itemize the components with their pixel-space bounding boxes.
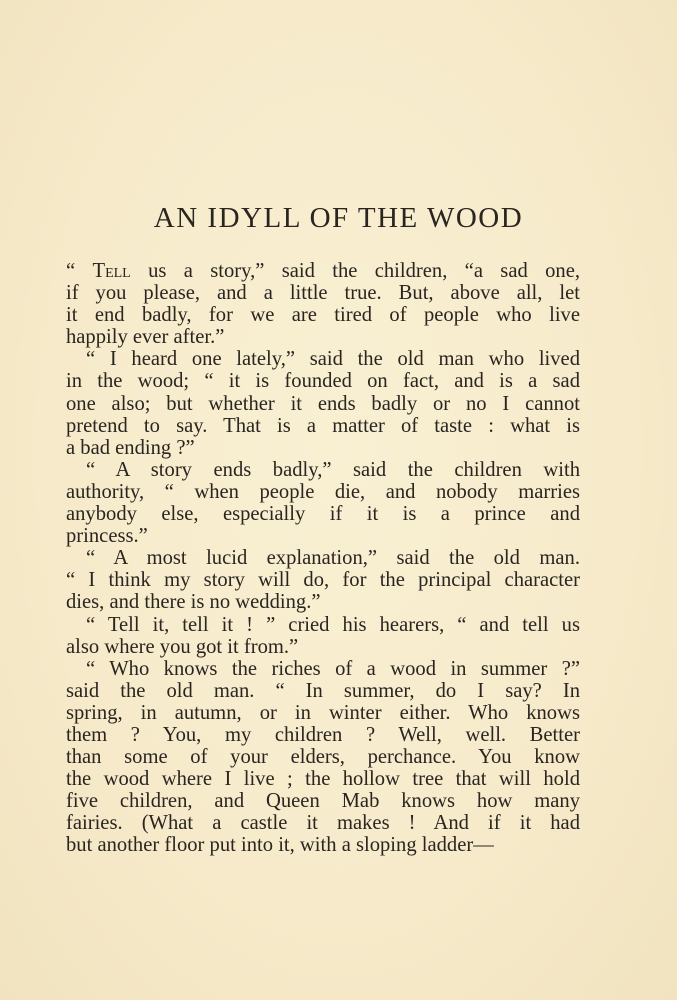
text-line: dies, and there is no wedding.” bbox=[66, 591, 321, 614]
text-line: in the wood; “ it is founded on fact, and is a sad bbox=[66, 370, 580, 393]
text-line: spring, in autumn, or in winter either. Who knows bbox=[66, 701, 580, 724]
text-line: “ Tell us a story,” said the children, “a sad one, bbox=[66, 260, 580, 282]
text-line: “ I think my story will do, for the principal character bbox=[66, 569, 580, 592]
text-line: fairies. (What a castle it makes ! And if it had bbox=[66, 812, 580, 835]
text-line: happily ever after.” bbox=[66, 326, 225, 349]
text-line: also where you got it from.” bbox=[66, 635, 299, 658]
lead-word: Tell bbox=[92, 260, 131, 282]
text-line: a bad ending ?” bbox=[66, 436, 195, 459]
text-line: authority, “ when people die, and nobody marries bbox=[66, 480, 580, 503]
text-line: anybody else, especially if it is a prince and bbox=[66, 503, 580, 526]
text-line: “ Tell it, tell it ! ” cried his hearers, “ and tell us bbox=[86, 613, 580, 636]
text-line: if you please, and a little true. But, above all, let bbox=[66, 282, 580, 305]
body-text bbox=[66, 260, 580, 857]
text-line: “ I heard one lately,” said the old man who lived bbox=[86, 348, 580, 371]
text-line: than some of your elders, perchance. You know bbox=[66, 746, 580, 769]
chapter-title: AN IDYLL OF THE WOOD bbox=[153, 202, 524, 234]
text-line: the wood where I live ; the hollow tree that will hold bbox=[66, 768, 580, 791]
text-line: “ A story ends badly,” said the children with bbox=[86, 458, 580, 481]
text-line: it end badly, for we are tired of people who live bbox=[66, 304, 580, 327]
text-line: one also; but whether it ends badly or no I cannot bbox=[66, 392, 580, 415]
text-line: but another floor put into it, with a sloping ladder— bbox=[66, 834, 494, 857]
text-line: princess.” bbox=[66, 525, 148, 548]
text-line: pretend to say. That is a matter of taste : what is bbox=[66, 414, 580, 437]
text-line: said the old man. “ In summer, do I say? In bbox=[66, 679, 580, 702]
text-line: “ A most lucid explanation,” said the old man. bbox=[86, 547, 580, 570]
text-line: them ? You, my children ? Well, well. Better bbox=[66, 723, 580, 746]
text-line: five children, and Queen Mab knows how many bbox=[66, 790, 580, 813]
text-line: “ Who knows the riches of a wood in summer ?” bbox=[86, 657, 580, 680]
